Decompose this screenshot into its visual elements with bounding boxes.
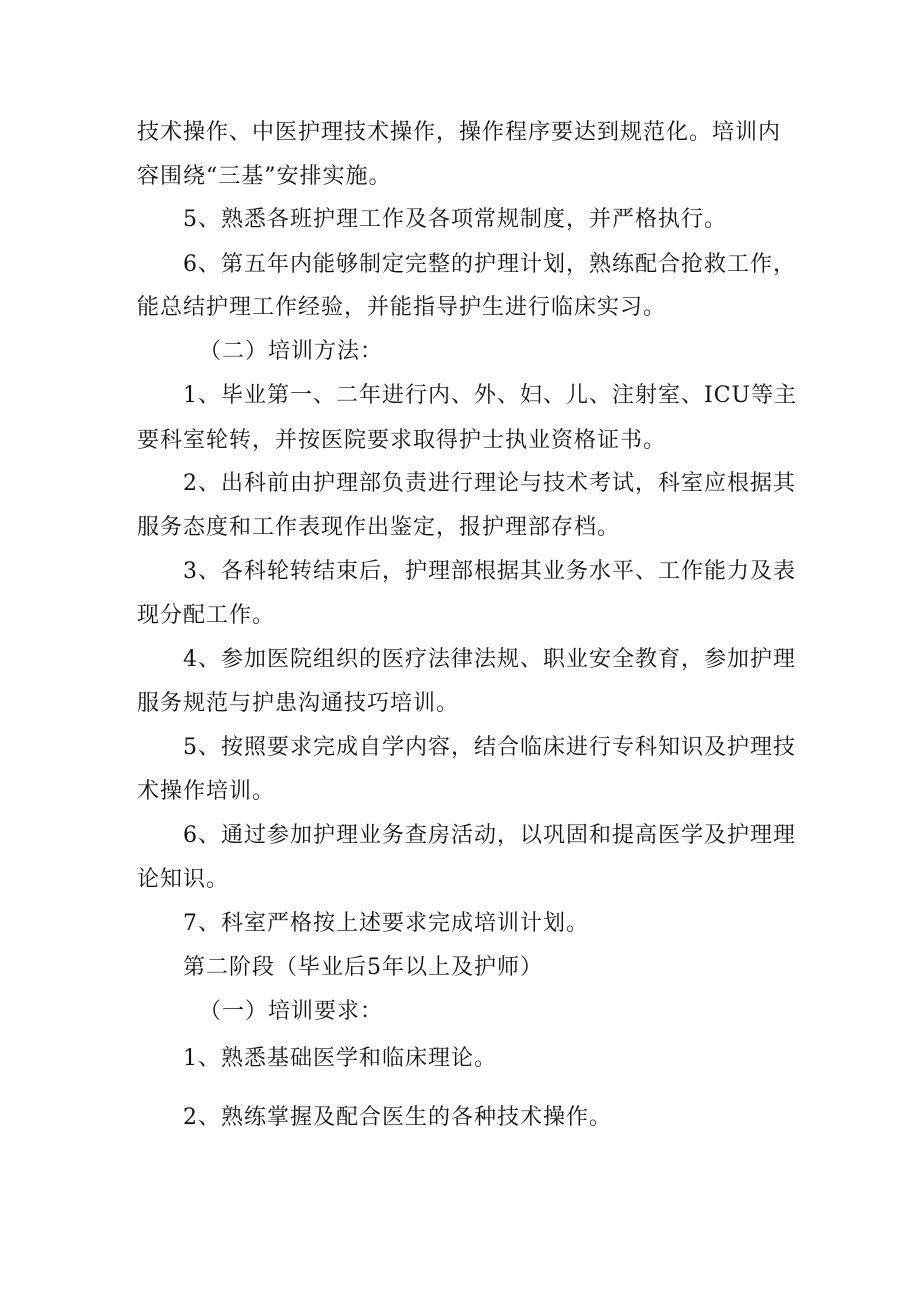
text-line: 容围绕“三基”安排实施。 [137,164,392,189]
text-line: 2、熟练掌握及配合医生的各种技术操作。 [183,1105,612,1130]
section-heading: 第二阶段（毕业后5年以上及护师） [183,955,543,980]
text-line: 技术操作、中医护理技术操作，操作程序要达到规范化。培训内 [137,120,782,145]
text-line: 5、按照要求完成自学内容，结合临床进行专科知识及护理技 [183,735,796,760]
section-heading: （二）培训方法： [199,339,384,364]
text-line: 6、通过参加护理业务查房活动，以巩固和提高医学及护理理 [183,823,796,848]
text-line: 3、各科轮转结束后，护理部根据其业务水平、工作能力及表 [183,559,796,584]
text-line: 5、熟悉各班护理工作及各项常规制度，并严格执行。 [183,207,727,232]
text-line: 7、科室严格按上述要求完成培训计划。 [183,911,589,936]
text-line: 2、出科前由护理部负责进行理论与技术考试，科室应根据其 [183,471,796,496]
text-line: 要科室轮转，并按医院要求取得护士执业资格证书。 [137,428,667,453]
text-line: 服务规范与护患沟通技巧培训。 [137,691,460,716]
text-line: 6、第五年内能够制定完整的护理计划，熟练配合抢救工作， [183,252,796,277]
text-line: 能总结护理工作经验，并能指导护生进行临床实习。 [137,295,667,320]
text-line: 1、毕业第一、二年进行内、外、妇、儿、注射室、ICU等主 [183,383,798,408]
section-heading: （一）培训要求： [199,999,384,1024]
text-line: 1、熟悉基础医学和临床理论。 [183,1046,497,1071]
text-line: 服务态度和工作表现作出鉴定，报护理部存档。 [137,515,621,540]
text-line: 4、参加医院组织的医疗法律法规、职业安全教育，参加护理 [183,647,796,672]
text-line: 论知识。 [137,867,230,892]
text-line: 术操作培训。 [137,779,276,804]
text-line: 现分配工作。 [137,603,276,628]
